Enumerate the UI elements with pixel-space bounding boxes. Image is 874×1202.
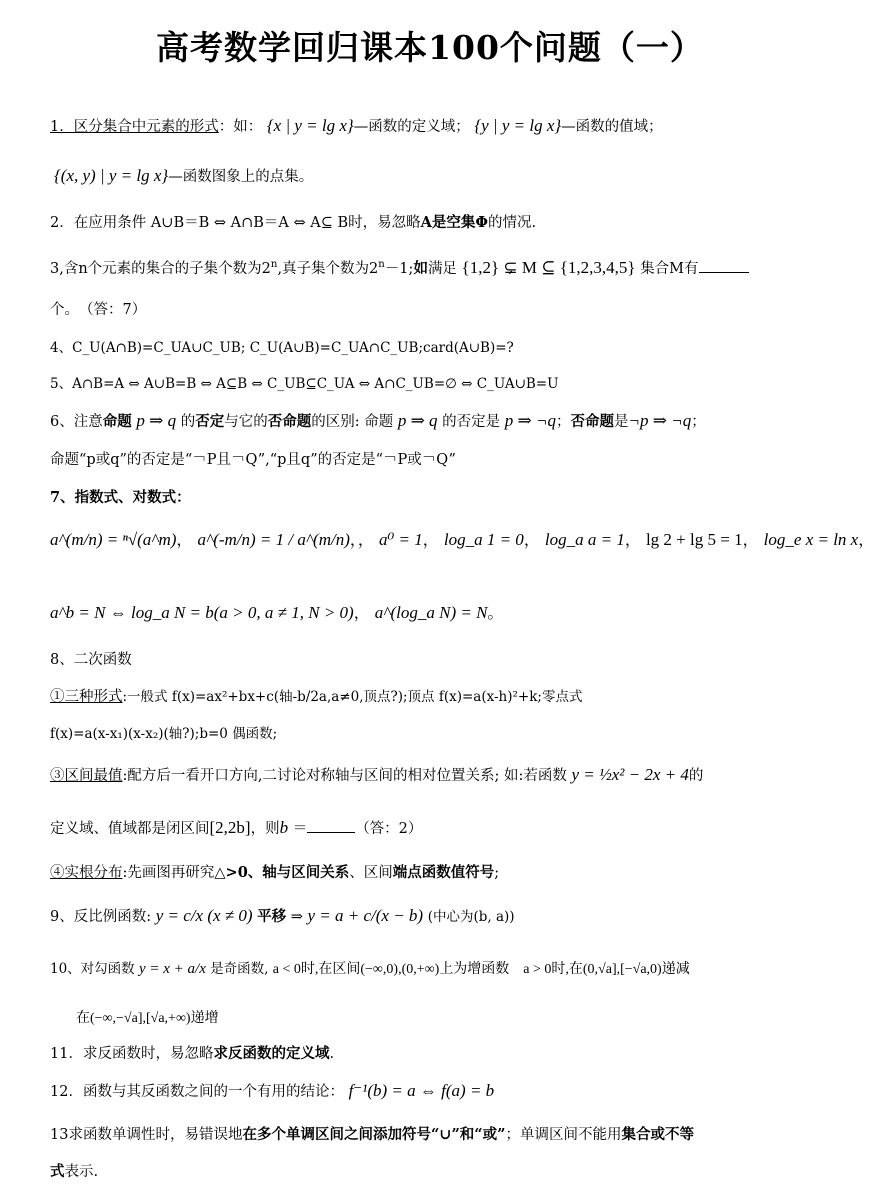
item-5: 5、A∩B=A ⇔ A∪B=B ⇔ A⊆B ⇔ C_UB⊆C_UA ⇔ A∩C_UB=∅ ⇔ C_UA∪B=U (50, 376, 559, 392)
item-12: 12．函数与其反函数之间的一个有用的结论： f⁻¹(b) = a ⇔ f(a) = b (50, 1081, 495, 1100)
item-10: 10、对勾函数 y = x + a/x 是奇函数, a < 0时,在区间(−∞,0),(0,+∞)上为增函数 a > 0时,在(0,√a],[−√a,0)递减 (50, 961, 690, 977)
item-3: 3,含n个元素的集合的子集个数为2$^n$,真子集个数为$2^n-1$;如满足 {1,2} ⊊ M ⊆ {1,2,3,4,5} 集合M有 (50, 258, 832, 278)
item-2: 2．在应用条件 A∪B＝B ⇔ A∩B＝A ⇔ A⊆ B时，易忽略A是空集Φ的情况. (50, 214, 537, 231)
formula-exp-log: a^b = N ⇔ log_a N = b(a > 0, a ≠ 1, N > 0) (50, 603, 354, 622)
item-1-line2: {(x, y) | y = lg x}—函数图象上的点集。 (54, 166, 314, 185)
formula-log-one: log_a 1 = 0 (443, 530, 524, 549)
item-9: 9、反比例函数: y = c/x (x ≠ 0) 平移 ⇒ y = a + c/(x − b) (中心为(b, a)) (50, 906, 515, 925)
item-13-line2: 式表示. (50, 1163, 99, 1180)
inverse-prop-function: y = c/x (x ≠ 0) (155, 906, 253, 925)
item-7-formulas: a^(m/n) = ⁿ√(a^m)， a^(-m/n) = 1 / a^(m/n)，， a⁰ = 1， log_a 1 = 0， log_a a = 1， lg 2 + lg 5 = 1， log_e x = ln x， (50, 530, 874, 549)
set-domain: {x | y = lg x} (266, 116, 354, 135)
formula-root: a^(m/n) = ⁿ√(a^m) (50, 530, 177, 549)
item-8-interval: ③区间最值:配方后一看开口方向,二讨论对称轴与区间的相对位置关系; 如:若函数 y = ½x² − 2x + 4的 (50, 765, 704, 784)
item-8-title: 8、二次函数 (50, 652, 132, 668)
item-8-forms-line2: f(x)=a(x-x₁)(x-x₂)(轴?);b=0 偶函数; (50, 726, 278, 742)
item-6-line2: 命题“p或q”的否定是“￢P且￢Q”,“p且q”的否定是“￢P或￢Q” (50, 452, 456, 468)
answer-blank-b (307, 820, 355, 833)
item-4: 4、C_U(A∩B)=C_UA∪C_UB; C_U(A∪B)=C_UA∩C_UB;card(A∪B)=? (50, 340, 514, 356)
formula-log-base: log_a a = 1 (544, 530, 625, 549)
inverse-function-conclusion: f⁻¹(b) = a ⇔ f(a) = b (348, 1081, 495, 1100)
item-3-line2: 个。 （答：7） (50, 302, 147, 318)
hook-function: y = x + a/x (138, 961, 206, 977)
item-7-formulas-2: a^b = N ⇔ log_a N = b(a > 0, a ≠ 1, N > 0)， a^(log_a N) = N。 (50, 603, 504, 622)
item-7-title: 7、指数式、对数式： (50, 489, 191, 506)
item-8-forms: ①三种形式:一般式 f(x)=ax²+bx+c(轴-b/2a,a≠0,顶点?);顶点 f(x)=a(x-h)²+k;零点式 (50, 689, 583, 705)
item-8-interval-line2: 定义域、值域都是闭区间[2,2b]，则b ＝ （答：2） (50, 818, 423, 837)
formula-ln: log_e x = ln x (763, 530, 859, 549)
formula-negative-exp: a^(-m/n) = 1 / a^(m/n) (197, 530, 350, 549)
item-8-roots: ④实根分布:先画图再研究△>0、轴与区间关系、区间端点函数值符号; (50, 864, 500, 881)
quadratic-example: y = ½x² − 2x + 4 (571, 765, 689, 784)
set-range: {y | y = lg x} (474, 116, 562, 135)
item-6: 6、注意命题 p ⇒ q 的否定与它的否命题的区别: 命题 p ⇒ q 的否定是 p ⇒ ¬q；否命题是¬p ⇒ ¬q； (50, 411, 706, 430)
formula-zero-exp: a⁰ = 1 (378, 530, 423, 549)
item-11: 11．求反函数时，易忽略求反函数的定义域. (50, 1045, 335, 1062)
set-points: {(x, y) | y = lg x} (54, 166, 169, 185)
item-13: 13求函数单调性时，易错误地在多个单调区间之间添加符号“∪”和“或”；单调区间不能用集合或不等 (50, 1126, 694, 1143)
translated-function: y = a + c/(x − b) (307, 906, 424, 925)
subset-condition: {1,2} ⊊ M ⊆ {1,2,3,4,5} (461, 258, 636, 277)
page-title: 高考数学回归课本100个问题（一） (156, 28, 704, 67)
answer-blank (699, 260, 749, 273)
item-1-label: 1．区分集合中元素的形式 (50, 119, 219, 135)
item-10-line2: 在(−∞,−√a],[√a,+∞)递增 (76, 1011, 219, 1026)
item-1: 1．区分集合中元素的形式：如： {x | y = lg x}—函数的定义域； {y | y = lg x}—函数的值域； (50, 116, 663, 135)
formula-lg: lg 2 + lg 5 = 1 (645, 530, 743, 549)
formula-identity: a^(log_a N) = N (374, 603, 488, 622)
